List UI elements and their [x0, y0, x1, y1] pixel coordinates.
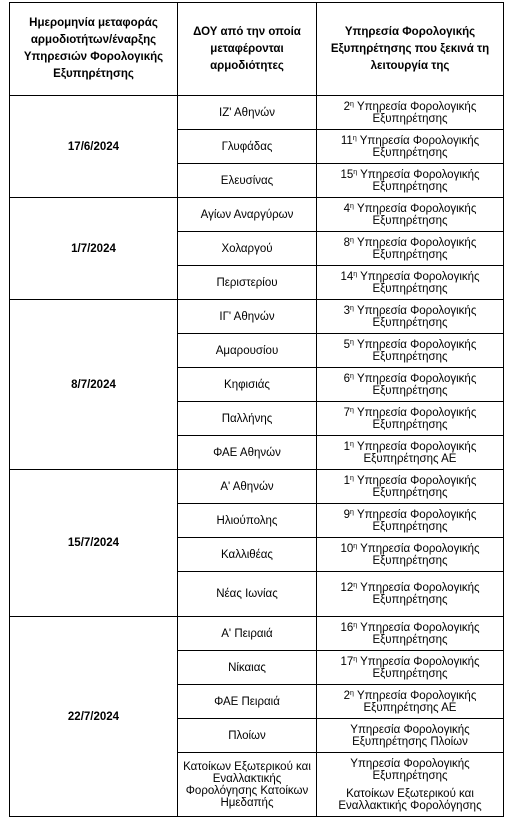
schedule-table [9, 2, 504, 817]
service-cell [317, 753, 504, 817]
service-ordinal-suffix: η [350, 236, 354, 244]
header-office: ΔΟΥ από την οποία μεταφέρονται αρμοδιότητες [178, 3, 317, 96]
service-number: 4 [343, 202, 351, 215]
table-row [10, 198, 504, 232]
service-cell [317, 651, 504, 685]
service-cell [317, 96, 504, 130]
service-cell [317, 334, 504, 368]
service-number: 3 [343, 304, 351, 317]
date-cell: 22/7/2024 [10, 617, 178, 817]
service-ordinal-suffix: η [353, 542, 358, 550]
service-cell [317, 436, 504, 470]
date-cell: 17/6/2024 [10, 96, 178, 198]
service-cell [317, 130, 504, 164]
service-cell [317, 719, 504, 753]
service-name: Υπηρεσία Φορολογικής Εξυπηρέτησης [360, 542, 480, 567]
service-number: 1 [343, 440, 351, 453]
office-cell: Χολαργού [178, 232, 317, 266]
service-number: 17 [340, 655, 354, 668]
header-service: Υπηρεσία Φορολογικής Εξυπηρέτησης που ξεκινά τη λειτουργία της [317, 3, 504, 96]
office-cell: ΙΖ' Αθηνών [178, 96, 317, 130]
service-number: 6 [343, 372, 351, 385]
service-ordinal-suffix: η [350, 689, 354, 697]
service-ordinal-suffix: η [350, 100, 354, 108]
service-ordinal-suffix: η [350, 202, 354, 210]
service-name: Υπηρεσία Φορολογικής Εξυπηρέτησης [356, 372, 477, 397]
office-cell: Αμαρουσίου [178, 334, 317, 368]
service-cell [317, 198, 504, 232]
service-number: 1 [343, 474, 351, 487]
service-number: 5 [343, 338, 351, 351]
table-row [10, 470, 504, 504]
office-cell: ΙΓ' Αθηνών [178, 300, 317, 334]
service-ordinal-suffix: η [350, 508, 354, 516]
office-cell: Α' Αθηνών [178, 470, 317, 504]
service-name: Υπηρεσία Φορολογικής Εξυπηρέτησης [356, 236, 477, 261]
service-name: Υπηρεσία Φορολογικής Εξυπηρέτησης [360, 621, 480, 646]
service-ordinal-suffix: η [353, 621, 358, 629]
service-name: Υπηρεσία Φορολογικής Εξυπηρέτησης [360, 270, 480, 295]
date-cell: 1/7/2024 [10, 198, 178, 300]
service-number: 15 [340, 168, 354, 181]
table-row [10, 96, 504, 130]
office-cell: Καλλιθέας [178, 538, 317, 572]
service-cell [317, 470, 504, 504]
office-cell: Κηφισιάς [178, 368, 317, 402]
service-number: 14 [340, 270, 354, 283]
date-cell: 8/7/2024 [10, 300, 178, 470]
service-number: 7 [343, 406, 351, 419]
office-cell: Αγίων Αναργύρων [178, 198, 317, 232]
service-cell [317, 368, 504, 402]
service-name: Υπηρεσία Φορολογικής Εξυπηρέτησης ΑΕ [356, 440, 477, 465]
office-cell: Ηλιούπολης [178, 504, 317, 538]
office-cell: Α' Πειραιά [178, 617, 317, 651]
office-cell: Κατοίκων Εξωτερικού και Εναλλακτικής Φορολόγησης Κατοίκων Ημεδαπής [178, 753, 317, 817]
header-row [10, 3, 504, 96]
office-cell: ΦΑΕ Πειραιά [178, 685, 317, 719]
service-name: Υπηρεσία Φορολογικής Εξυπηρέτησης [360, 655, 480, 680]
service-cell [317, 685, 504, 719]
service-ordinal-suffix: η [352, 134, 357, 142]
service-ordinal-suffix: η [350, 474, 354, 482]
service-number: 16 [340, 621, 354, 634]
service-ordinal-suffix: η [353, 270, 358, 278]
service-number: 10 [340, 542, 354, 555]
service-cell [317, 300, 504, 334]
service-number: 11 [340, 134, 353, 147]
service-cell [317, 164, 504, 198]
office-cell: Νέας Ιωνίας [178, 572, 317, 617]
office-cell: ΦΑΕ Αθηνών [178, 436, 317, 470]
office-cell: Γλυφάδας [178, 130, 317, 164]
service-number: 9 [343, 508, 351, 521]
service-name: Υπηρεσία Φορολογικής Εξυπηρέτησης [356, 508, 477, 533]
service-name: Υπηρεσία Φορολογικής Εξυπηρέτησης [350, 757, 470, 782]
service-name-extra: Κατοίκων Εξωτερικού και Εναλλακτικής Φορολόγησης [338, 787, 482, 812]
service-cell [317, 617, 504, 651]
service-cell [317, 232, 504, 266]
service-name: Υπηρεσία Φορολογικής Εξυπηρέτησης [356, 338, 477, 363]
service-number: 8 [343, 236, 351, 249]
service-ordinal-suffix: η [353, 655, 358, 663]
service-name: Υπηρεσία Φορολογικής Εξυπηρέτησης [356, 202, 477, 227]
office-cell: Νίκαιας [178, 651, 317, 685]
service-ordinal-suffix: η [353, 168, 358, 176]
service-name: Υπηρεσία Φορολογικής Εξυπηρέτησης [356, 406, 477, 431]
service-ordinal-suffix: η [350, 406, 354, 414]
office-cell: Περιστερίου [178, 266, 317, 300]
office-cell: Παλλήνης [178, 402, 317, 436]
service-name: Υπηρεσία Φορολογικής Εξυπηρέτησης [360, 168, 480, 193]
service-ordinal-suffix: η [350, 372, 354, 380]
service-cell [317, 402, 504, 436]
header-date: Ημερομηνία μεταφοράς αρμοδιοτήτων/έναρξης Υπηρεσιών Φορολογικής Εξυπηρέτησης [10, 3, 178, 96]
service-name: Υπηρεσία Φορολογικής Εξυπηρέτησης [356, 100, 477, 125]
service-name: Υπηρεσία Φορολογικής Εξυπηρέτησης [356, 304, 477, 329]
office-cell: Πλοίων [178, 719, 317, 753]
service-name: Υπηρεσία Φορολογικής Εξυπηρέτησης ΑΕ [356, 689, 477, 714]
service-ordinal-suffix: η [350, 304, 354, 312]
service-name: Υπηρεσία Φορολογικής Εξυπηρέτησης [359, 134, 480, 159]
service-number: 2 [343, 100, 351, 113]
table-row [10, 617, 504, 651]
date-cell: 15/7/2024 [10, 470, 178, 617]
service-name: Υπηρεσία Φορολογικής Εξυπηρέτησης [356, 474, 477, 499]
service-ordinal-suffix: η [350, 440, 354, 448]
service-number: 2 [343, 689, 351, 702]
service-cell [317, 266, 504, 300]
service-name: Υπηρεσία Φορολογικής Εξυπηρέτησης Πλοίων [350, 723, 470, 748]
service-cell [317, 572, 504, 617]
service-cell [317, 504, 504, 538]
service-number: 12 [340, 582, 354, 594]
service-cell [317, 538, 504, 572]
service-ordinal-suffix: η [353, 582, 358, 589]
table-body [10, 96, 504, 817]
table-row [10, 300, 504, 334]
office-cell: Ελευσίνας [178, 164, 317, 198]
service-ordinal-suffix: η [350, 338, 354, 346]
service-name: Υπηρεσία Φορολογικής Εξυπηρέτησης [360, 582, 480, 606]
